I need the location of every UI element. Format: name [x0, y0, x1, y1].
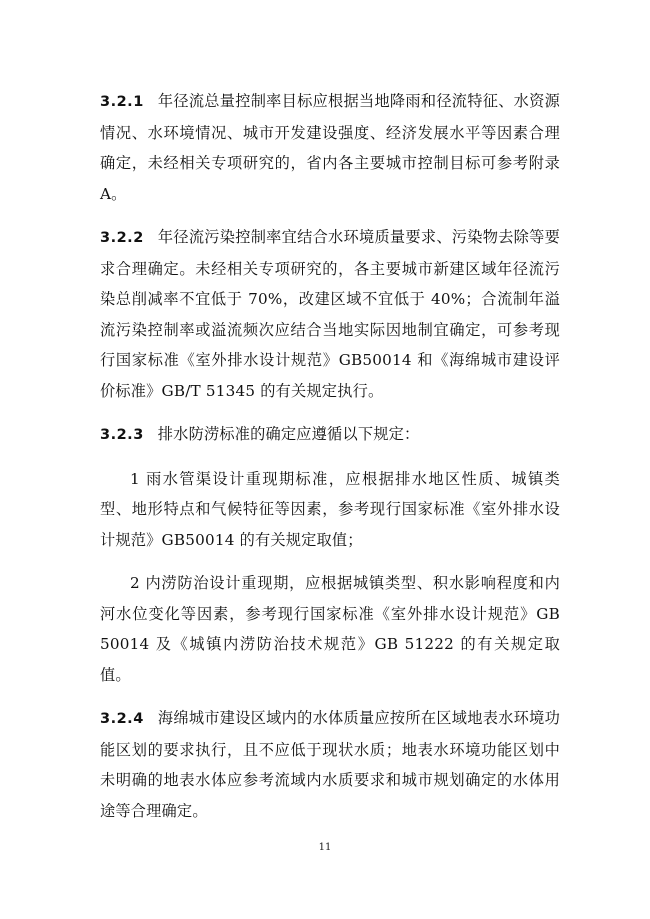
list-item-1	[100, 464, 560, 556]
clause-number: 3.2.4	[100, 711, 144, 727]
list-item-text: 1 雨水管渠设计重现期标准，应根据排水地区性质、城镇类型、地形特点和气候特征等因素，参考现行国家标准《室外排水设计规范》GB50014 的有关规定取值；	[100, 469, 560, 549]
list-item-2	[100, 568, 560, 690]
clause-3-2-2	[100, 222, 560, 406]
list-item-text: 2 内涝防治设计重现期，应根据城镇类型、积水影响程度和内河水位变化等因素，参考现行国家标准《室外排水设计规范》GB 50014 及《城镇内涝防治技术规范》GB 51222 的有关规定取值。	[100, 574, 560, 684]
clause-number: 3.2.1	[100, 94, 144, 110]
clause-3-2-3	[100, 419, 560, 451]
clause-number: 3.2.3	[100, 427, 144, 443]
clause-number: 3.2.2	[100, 230, 144, 246]
clause-3-2-4	[100, 703, 560, 826]
clause-text: 年径流总量控制率目标应根据当地降雨和径流特征、水资源情况、水环境情况、城市开发建设强度、经济发展水平等因素合理确定，未经相关专项研究的，省内各主要城市控制目标可参考附录 A。	[100, 92, 560, 203]
page-number: 11	[318, 842, 332, 853]
page-content	[100, 86, 560, 839]
clause-3-2-1	[100, 86, 560, 209]
clause-text: 排水防涝标准的确定应遵循以下规定：	[157, 425, 420, 443]
clause-text: 年径流污染控制率宜结合水环境质量要求、污染物去除等要求合理确定。未经相关专项研究的，各主要城市新建区域年径流污染总削减率不宜低于 70%，改建区域不宜低于 40%；合流制年溢流污染控制率或溢流频次应结合当地实际因地制宜确定，可参考现行国家标准《室外排水设计规范》GB50014 和《海绵城市建设评价标准》GB/T 51345 的有关规定执行。	[100, 228, 560, 400]
clause-text: 海绵城市建设区域内的水体质量应按所在区域地表水环境功能区划的要求执行，且不应低于现状水质；地表水环境功能区划中未明确的地表水体应参考流域内水质要求和城市规划确定的水体用途等合理确定。	[100, 709, 560, 820]
